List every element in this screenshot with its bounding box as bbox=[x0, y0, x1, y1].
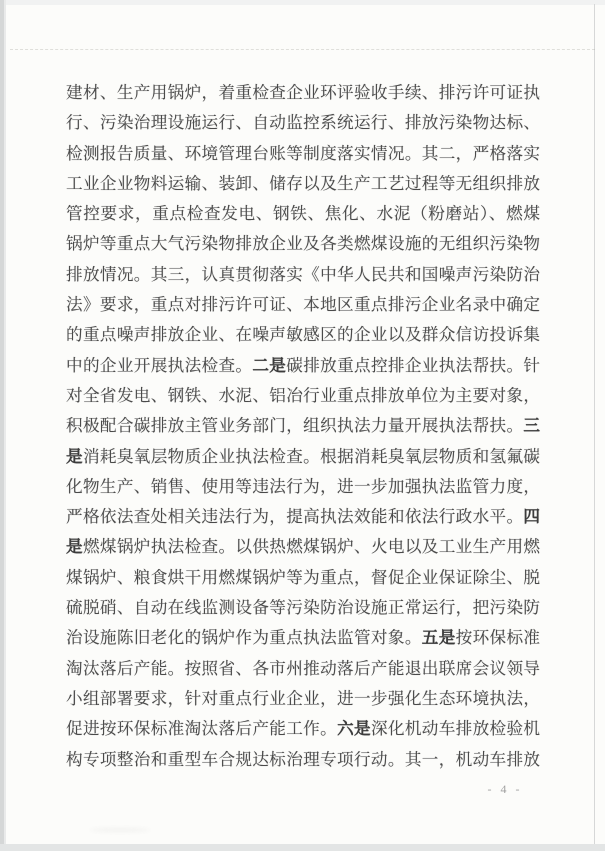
line-text: 管控要求，重点检查发电、钢铁、焦化、水泥（粉磨站）、燃煤 bbox=[66, 204, 540, 224]
text-line bbox=[66, 199, 540, 229]
scan-edge-bottom bbox=[0, 844, 605, 851]
line-text: 消耗臭氧层物质企业执法检查。根据消耗臭氧层物质和氢氟碳 bbox=[82, 446, 541, 466]
line-text: 化物生产、销售、使用等违法行为，进一步加强执法监管力度， bbox=[66, 476, 540, 496]
scan-edge-right bbox=[594, 4, 595, 846]
line-text: 碳排放重点控排企业执法帮扶。针 bbox=[286, 355, 541, 375]
text-line bbox=[66, 502, 540, 532]
line-text: 中的企业开展执法检查。 bbox=[66, 355, 253, 375]
line-text: 小组部署要求，针对重点行业企业，进一步强化生态环境执法， bbox=[66, 688, 540, 708]
text-line bbox=[66, 320, 540, 350]
text-line bbox=[66, 442, 540, 472]
line-text: 排放情况。其三，认真贯彻落实《中华人民共和国噪声污染防治 bbox=[66, 264, 540, 284]
document-body bbox=[66, 78, 540, 775]
text-line bbox=[66, 714, 540, 744]
text-line bbox=[66, 472, 540, 502]
scan-edge-top bbox=[0, 0, 605, 5]
line-text: 对全省发电、钢铁、水泥、铝冶行业重点排放单位为主要对象， bbox=[66, 385, 540, 405]
line-text: 深化机动车排放检验机 bbox=[370, 719, 541, 739]
scan-smudge bbox=[90, 828, 150, 832]
text-line bbox=[66, 229, 540, 259]
line-text: 法》要求，重点对排污许可证、本地区重点排污企业名录中确定 bbox=[66, 295, 540, 315]
paper-crease-line bbox=[10, 49, 595, 50]
line-text: 构专项整治和重型车合规达标治理专项行动。其一，机动车排放 bbox=[66, 749, 540, 769]
line-text: 严格依法查处相关违法行为，提高执法效能和依法行政水平。 bbox=[66, 507, 524, 527]
line-text: 治设施陈旧老化的锅炉作为重点执法监管对象。 bbox=[66, 628, 422, 648]
line-text: 燃煤锅炉执法检查。以供热燃煤锅炉、火电以及工业生产用燃 bbox=[82, 537, 541, 557]
text-line bbox=[66, 684, 540, 714]
text-line bbox=[66, 381, 540, 411]
text-line bbox=[66, 411, 540, 441]
line-text: 积极配合碳排放主管业务部门，组织执法力量开展执法帮扶。 bbox=[66, 416, 524, 436]
line-text-bold: 是 bbox=[66, 537, 83, 557]
line-text: 行、污染治理设施运行、自动监控系统运行、排放污染物达标、 bbox=[66, 113, 540, 133]
line-text: 淘汰落后产能。按照省、各市州推动落后产能退出联席会议领导 bbox=[66, 658, 540, 678]
text-line bbox=[66, 290, 540, 320]
line-text: 按环保标准 bbox=[455, 628, 541, 648]
line-text: 锅炉等重点大气污染物排放企业及各类燃煤设施的无组织污染物 bbox=[66, 234, 540, 254]
line-text: 促进按环保标准淘汰落后产能工作。 bbox=[66, 719, 338, 739]
line-text: 建材、生产用锅炉，着重检查企业环评验收手续、排污许可证执 bbox=[66, 83, 540, 102]
text-line bbox=[66, 593, 540, 623]
text-line bbox=[66, 563, 540, 593]
line-text: 的重点噪声排放企业、在噪声敏感区的企业以及群众信访投诉集 bbox=[66, 325, 540, 345]
scan-edge-left bbox=[0, 0, 6, 851]
text-line bbox=[66, 351, 540, 381]
line-text-bold: 六是 bbox=[337, 719, 371, 739]
text-line bbox=[66, 260, 540, 290]
text-line bbox=[66, 654, 540, 684]
page-number: - 4 - bbox=[487, 782, 523, 796]
line-text-bold: 四 bbox=[523, 507, 540, 527]
text-line bbox=[66, 108, 540, 138]
text-line bbox=[66, 139, 540, 169]
text-line bbox=[66, 169, 540, 199]
line-text-bold: 三 bbox=[523, 416, 540, 436]
line-text-bold: 五是 bbox=[421, 628, 456, 648]
line-text: 工业企业物料运输、装卸、储存以及生产工艺过程等无组织排放 bbox=[66, 173, 540, 193]
line-text: 煤锅炉、粮食烘干用燃煤锅炉等为重点，督促企业保证除尘、脱 bbox=[66, 567, 540, 587]
text-line bbox=[66, 623, 540, 653]
line-text: 检测报告质量、环境管理台账等制度落实情况。其二，严格落实 bbox=[66, 143, 540, 163]
line-text-bold: 二是 bbox=[252, 355, 287, 375]
line-text-bold: 是 bbox=[66, 446, 83, 466]
text-line bbox=[66, 745, 540, 775]
text-line bbox=[66, 78, 540, 108]
text-line bbox=[66, 532, 540, 562]
line-text: 硫脱硝、自动在线监测设备等污染防治设施正常运行，把污染防 bbox=[66, 598, 540, 618]
